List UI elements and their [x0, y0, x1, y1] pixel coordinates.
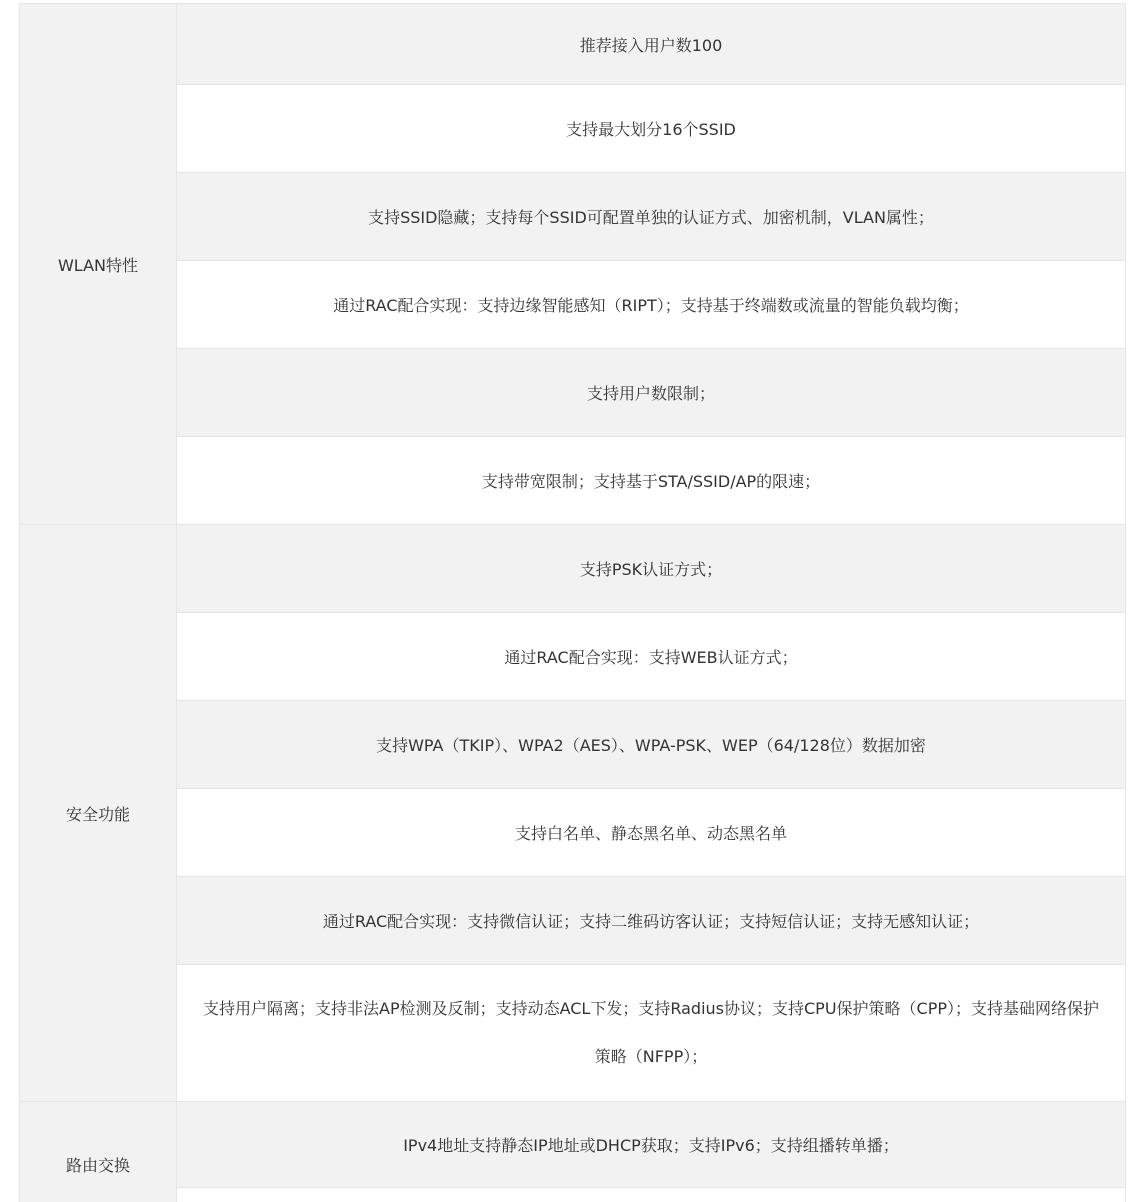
- table-row: [20, 965, 1126, 1102]
- feature-cell: 支持白名单、静态黑名单、动态黑名单: [177, 789, 1126, 877]
- table-row: [20, 349, 1126, 437]
- feature-cell: 支持用户数限制；: [177, 349, 1126, 437]
- table-row: [20, 173, 1126, 261]
- feature-cell: 通过RAC配合实现：支持WEB认证方式；: [177, 613, 1126, 701]
- feature-cell: 通过RAC配合实现：支持边缘智能感知（RIPT）；支持基于终端数或流量的智能负载均衡；: [177, 261, 1126, 349]
- feature-cell: 支持SSID隐藏；支持每个SSID可配置单独的认证方式、加密机制，VLAN属性；: [177, 173, 1126, 261]
- category-routing: 路由交换: [20, 1102, 177, 1202]
- table-row: [20, 4, 1126, 85]
- feature-cell: IPv4地址支持静态IP地址或DHCP获取；支持IPv6；支持组播转单播；: [177, 1102, 1126, 1188]
- category-wlan: WLAN特性: [20, 4, 177, 525]
- feature-cell: [177, 1188, 1126, 1202]
- feature-cell: 支持带宽限制；支持基于STA/SSID/AP的限速；: [177, 437, 1126, 525]
- category-security: 安全功能: [20, 525, 177, 1102]
- table-row: [20, 437, 1126, 525]
- feature-cell: 支持PSK认证方式；: [177, 525, 1126, 613]
- spec-table: [19, 3, 1126, 1202]
- table-row: [20, 1102, 1126, 1188]
- feature-cell: 通过RAC配合实现：支持微信认证；支持二维码访客认证；支持短信认证；支持无感知认证；: [177, 877, 1126, 965]
- table-row: [20, 85, 1126, 173]
- table-row: [20, 261, 1126, 349]
- feature-cell: 支持用户隔离；支持非法AP检测及反制；支持动态ACL下发；支持Radius协议；支持CPU保护策略（CPP）；支持基础网络保护策略（NFPP）；: [177, 965, 1126, 1102]
- table-row: [20, 789, 1126, 877]
- table-row: [20, 877, 1126, 965]
- feature-cell: 支持WPA（TKIP）、WPA2（AES）、WPA-PSK、WEP（64/128位）数据加密: [177, 701, 1126, 789]
- table-row: [20, 701, 1126, 789]
- feature-cell: 支持最大划分16个SSID: [177, 85, 1126, 173]
- feature-cell: 推荐接入用户数100: [177, 4, 1126, 85]
- table-row: [20, 525, 1126, 613]
- table-row: [20, 613, 1126, 701]
- table-row: [20, 1188, 1126, 1202]
